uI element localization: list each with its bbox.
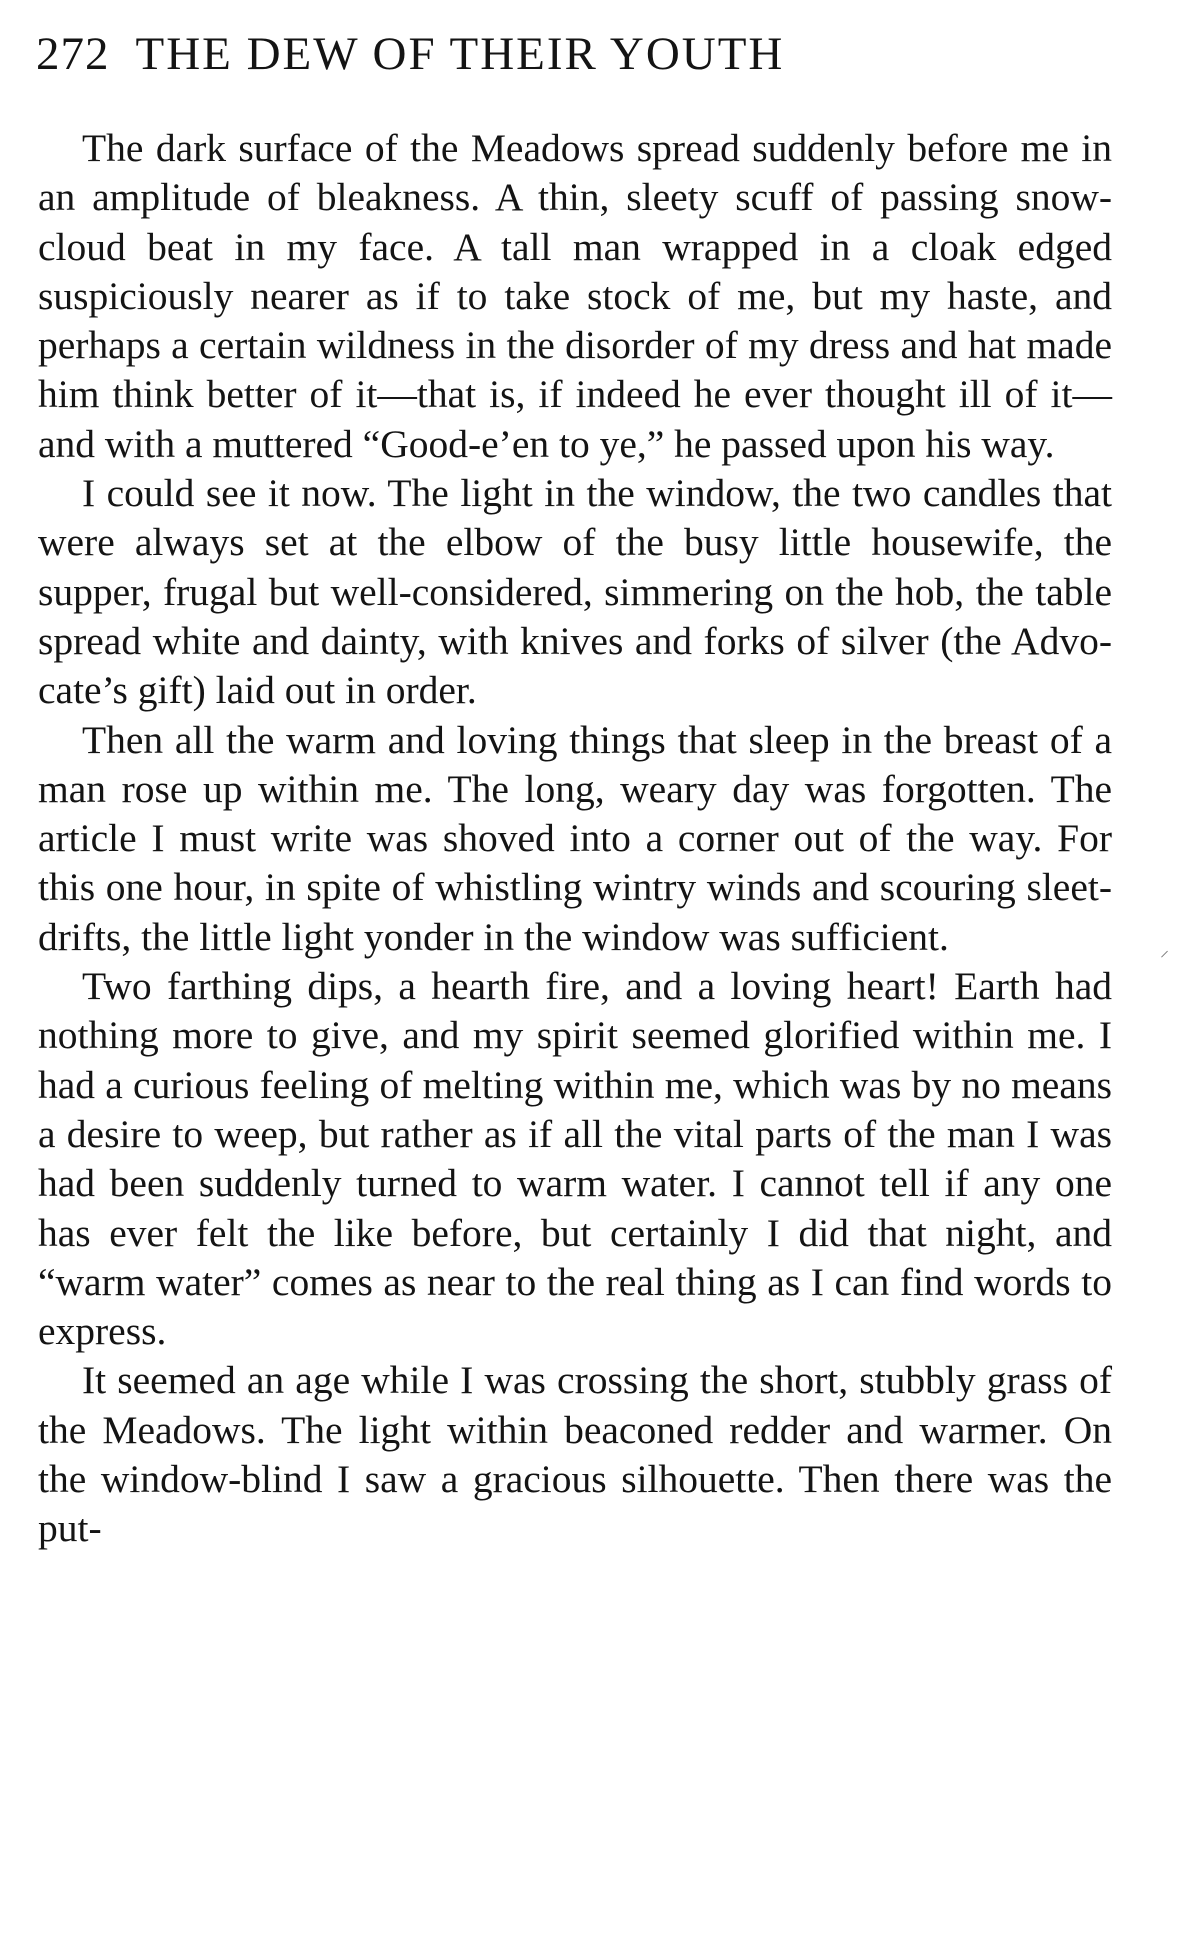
body-text: [38, 124, 1112, 1554]
running-title: THE DEW OF THEIR YOUTH: [135, 28, 785, 80]
page-number: 272: [36, 28, 110, 80]
page-header: [36, 24, 784, 84]
paragraph-farthing-dips: Two farthing dips, a hearth fire, and a loving heart! Earth had nothing more to give, and my spirit seemed glorified within me. I had a curious feeling of melting within me, which was by no means a desire to weep, but rather as if all the vital parts of the man I was had been suddenly turned to warm water. I cannot tell if any one has ever felt the like before, but certainly I did that night, and “warm water” comes as near to the real thing as I can find words to express.: [38, 964, 1112, 1354]
paragraph-meadows: The dark surface of the Meadows spread suddenly before me in an amplitude of bleakness. A thin, sleety scuff of passing snow-cloud beat in my face. A tall man wrapped in a cloak edged suspiciously nearer as if to take stock of me, but my haste, and perhaps a certain wildness in the disorder of my dress and hat made him think better of it—that is, if indeed he ever thought ill of it— and with a muttered “Good-e’en to ye,” he passed upon his way.: [38, 126, 1112, 466]
margin-mark: ⸝: [1160, 940, 1169, 960]
paragraph-crossing-grass: It seemed an age while I was crossing the short, stubbly grass of the Meadows. The light within beaconed redder and warmer. On the window-blind I saw a gracious silhouette. Then there was the put-: [38, 1358, 1112, 1551]
paragraph-window-light: I could see it now. The light in the window, the two candles that were always set at the elbow of the busy little housewife, the supper, frugal but well-considered, simmering on the hob, the table spread white and dainty, with knives and forks of silver (the Advocate’s gift) laid out in order.: [38, 471, 1112, 713]
paragraph-warm-things: Then all the warm and loving things that sleep in the breast of a man rose up within me. The long, weary day was forgotten. The article I must write was shoved into a corner out of the way. For this one hour, in spite of whistling wintry winds and scouring sleet-drifts, the little light yonder in the window was sufficient.: [38, 717, 1112, 959]
